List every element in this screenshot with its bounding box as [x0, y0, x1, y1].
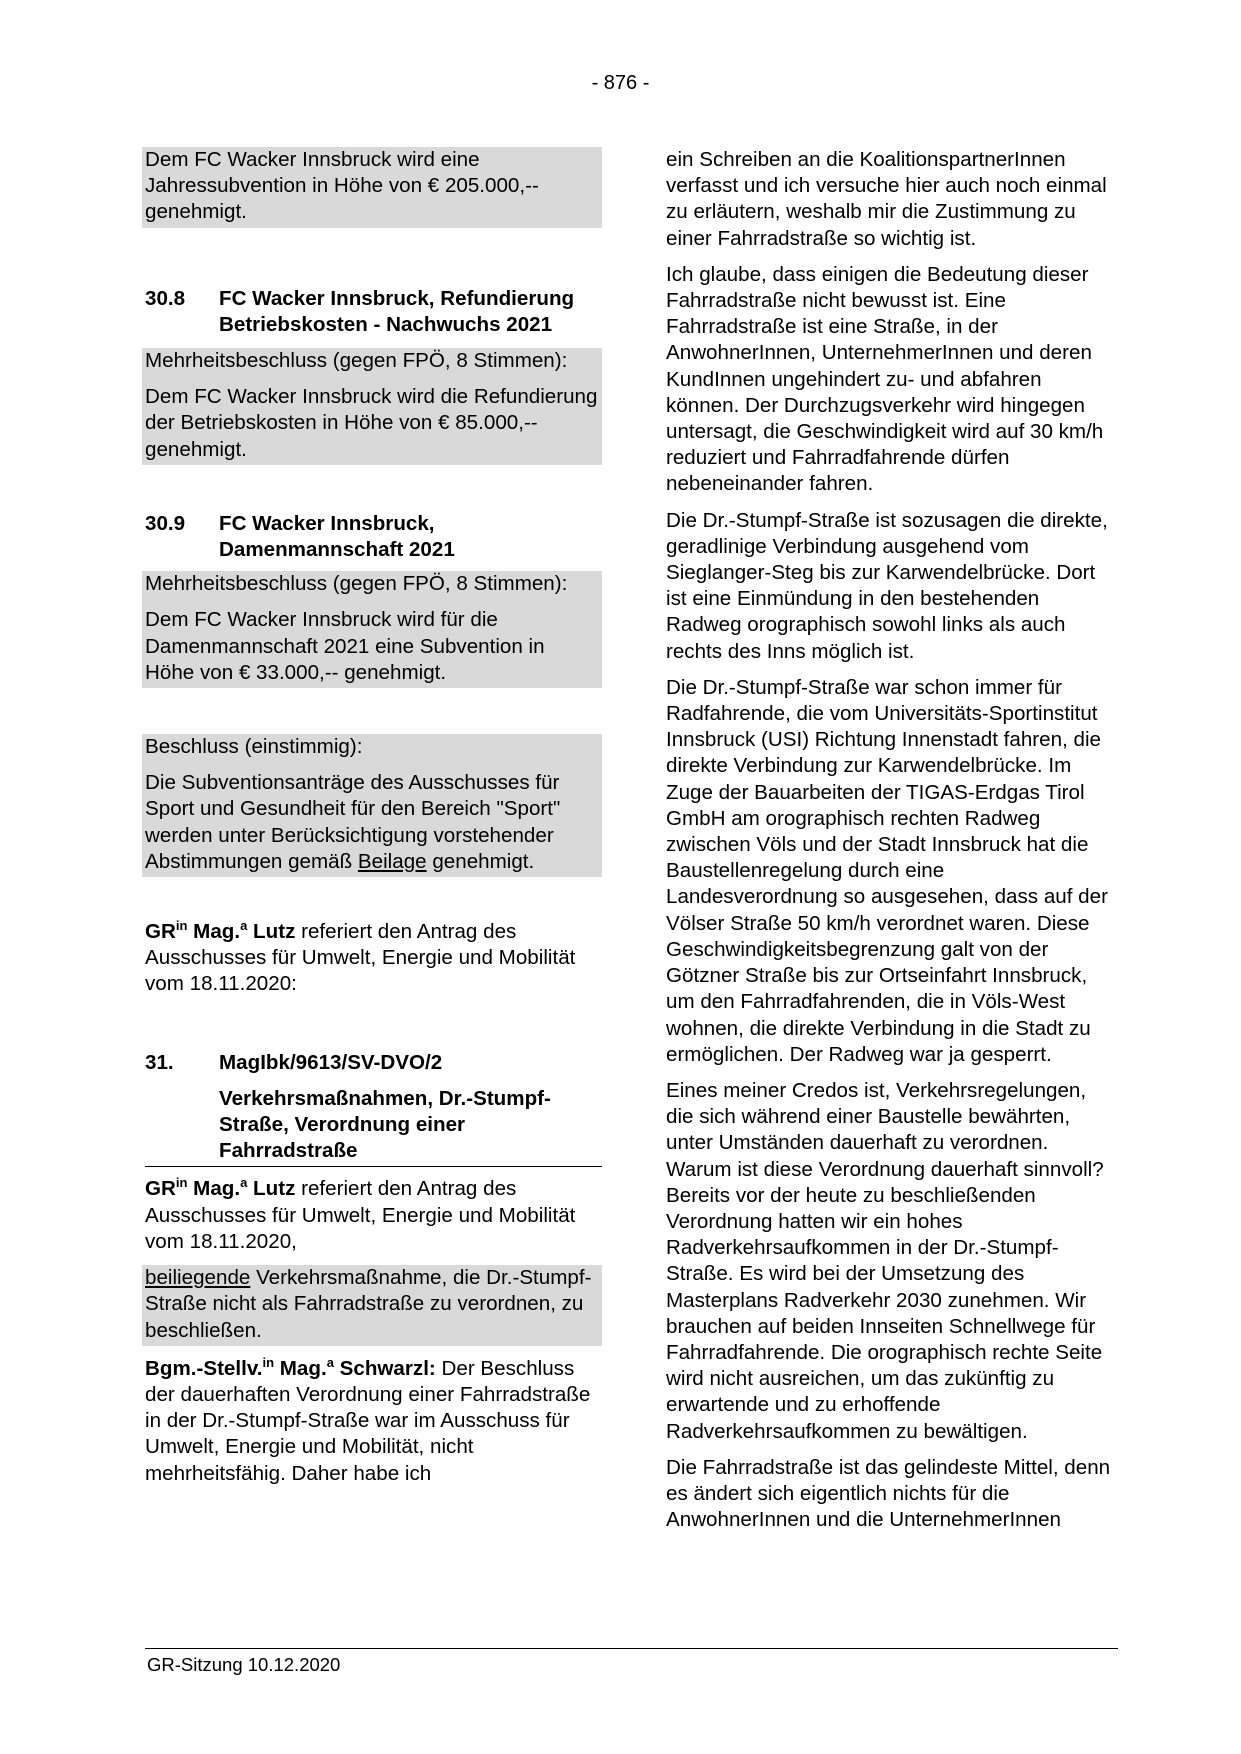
text-run: Verkehrsmaßnahme, die Dr.-Stumpf-Straße nicht als Fahrradstraße zu verordnen, zu beschließen.: [145, 1266, 592, 1342]
agenda-item-number: 31.: [145, 1050, 174, 1074]
speech-paragraph: [145, 1356, 602, 1487]
vote-text: Mehrheitsbeschluss (gegen FPÖ, 8 Stimmen):: [145, 349, 568, 373]
vote-text: Mehrheitsbeschluss (gegen FPÖ, 8 Stimmen):: [145, 572, 568, 596]
speech-paragraph: ein Schreiben an die KoalitionspartnerInnen verfasst und ich versuche hier auch noch einmal zu erläutern, weshalb mir die Zustimmung zu einer Fahrradstraße so wichtig ist.: [666, 148, 1107, 250]
resolution-text: [145, 770, 598, 875]
agenda-item-number: 30.9: [145, 511, 186, 535]
agenda-item-title: Verkehrsmaßnahmen, Dr.-Stumpf-Straße, Verordnung einer Fahrradstraße: [219, 1086, 551, 1163]
text-run: beiliegende: [145, 1266, 251, 1290]
superscript-text: in: [175, 1175, 188, 1191]
text-run: referiert den Antrag des Ausschusses für Umwelt, Energie und Mobilität vom 18.11.2020,: [145, 1177, 576, 1253]
speaker-name-text: GR: [145, 920, 176, 944]
footer-rule: [145, 1648, 1118, 1649]
motion-text: [145, 1265, 598, 1344]
page-number: - 876 -: [591, 72, 650, 94]
agenda-item-31-heading: [145, 1050, 602, 1076]
speech-paragraph: Die Dr.-Stumpf-Straße war schon immer für Radfahrende, die vom Universitäts-Sportinstitut Innsbruck (USI) Richtung Innenstadt fahren, die direkte Verbindung zur Karwendelbrücke. Im Zuge der Bauarbeiten der TIGAS-Erdgas Tirol GmbH am orographisch rechten Radweg zwischen Völs und der Stadt Innsbruck hat die Baustellenregelung durch eine Landesverordnung so ausgesehen, dass auf der Völser Straße 50 km/h verordnet waren. Diese Geschwindigkeitsbegrenzung galt von der Götzner Straße bis zur Ortseinfahrt Innsbruck, um den Fahrradfahrenden, die in Völs-West wohnen, die direkte Verbindung in die Stadt zu ermöglichen. Der Radweg war ja gesperrt.: [666, 675, 1108, 1066]
text-run: genehmigt.: [426, 849, 535, 873]
footer-session-date: GR-Sitzung 10.12.2020: [147, 1654, 341, 1675]
agenda-item-ref: MagIbk/9613/SV-DVO/2: [219, 1050, 443, 1074]
agenda-item-31-title-row: [145, 1086, 602, 1168]
text-run: Die Subventionsanträge des Ausschusses für Sport und Gesundheit für den Bereich "Sport" werden unter Berücksichtigung vorstehender Abstimmungen gemäß: [145, 771, 561, 873]
speech-paragraph: Eines meiner Credos ist, Verkehrsregelungen, die sich während einer Baustelle bewährten, unter Umständen dauerhaft zu verordnen. Warum ist diese Verordnung dauerhaft sinnvoll? Bereits vor der heute zu beschließenden Verordnung hatten wir ein hohes Radverkehrsaufkommen in der Dr.-Stumpf-Straße. Es wird bei der Umsetzung des Masterplans Radverkehr 2030 zunehmen. Wir brauchen auf beiden Innseiten Schnellwege für Fahrradfahrende. Die orographisch rechte Seite wird nicht ausreichen, um das zukünftig zu erwartende und zu erhoffende Radverkehrsaufkommen zu bewältigen.: [666, 1078, 1104, 1443]
text-run: referiert den Antrag des Ausschusses für Umwelt, Energie und Mobilität vom 18.11.2020:: [145, 920, 576, 996]
agenda-item-number: 30.8: [145, 286, 186, 310]
speaker-name-text: Schwarzl:: [333, 1356, 436, 1380]
vote-text: Beschluss (einstimmig):: [145, 735, 363, 759]
agenda-item-title: FC Wacker Innsbruck, Refundierung Betriebskosten - Nachwuchs 2021: [219, 286, 575, 336]
speaker-name-text: Mag.: [187, 920, 241, 944]
speech-paragraph: Die Dr.-Stumpf-Straße ist sozusagen die direkte, geradlinige Verbindung ausgehend vom Sieglanger-Steg bis zur Karwendelbrücke. Dort ist eine Einmündung in den bestehenden Radweg orographisch sowohl links als auch rechts des Inns möglich ist.: [666, 508, 1108, 663]
agenda-item-indent: [145, 1086, 219, 1165]
speaker-name-text: Mag.: [187, 1177, 241, 1201]
resolution-text: Dem FC Wacker Innsbruck wird eine Jahressubvention in Höhe von € 205.000,-- genehmigt.: [145, 148, 539, 224]
resolution-box-30-8: [142, 348, 602, 465]
agenda-item-30-9-heading: [145, 511, 602, 563]
text-run: Der Beschluss der dauerhaften Verordnung einer Fahrradstraße in der Dr.-Stumpf-Straße war im Ausschuss für Umwelt, Energie und Mobilität, nicht mehrheitsfähig. Daher habe ich: [145, 1356, 591, 1485]
superscript-text: a: [326, 1354, 334, 1370]
speaker-name-text: Lutz: [247, 920, 296, 944]
speaker-name-text: Bgm.-Stellv.: [145, 1356, 263, 1380]
motion-box: [142, 1265, 602, 1346]
rapporteur-paragraph: [145, 919, 602, 998]
superscript-text: in: [175, 918, 188, 934]
resolution-box-30-9: [142, 571, 602, 688]
speaker-name-text: Mag.: [274, 1356, 327, 1380]
left-column: [145, 147, 602, 1497]
rapporteur-paragraph: [145, 1176, 602, 1255]
speech-paragraph: Ich glaube, dass einigen die Bedeutung dieser Fahrradstraße nicht bewusst ist. Eine Fahrradstraße ist eine Straße, in der AnwohnerInnen, UnternehmerInnen und deren KundInnen ungehindert zu- und abfahren können. Der Durchzugsverkehr wird hingegen untersagt, die Geschwindigkeit wird auf 30 km/h reduziert und Fahrradfahrende dürfen nebeneinander fahren.: [666, 262, 1104, 496]
resolution-text: Dem FC Wacker Innsbruck wird für die Damenmannschaft 2021 eine Subvention in Höhe von € 33.000,-- genehmigt.: [145, 608, 545, 684]
speaker-name-text: GR: [145, 1177, 176, 1201]
resolution-box-overall: [142, 734, 602, 877]
agenda-item-title: FC Wacker Innsbruck, Damenmannschaft 2021: [219, 511, 455, 562]
right-column: [666, 147, 1118, 1543]
superscript-text: in: [262, 1354, 275, 1370]
superscript-text: a: [240, 918, 248, 934]
superscript-text: a: [240, 1175, 248, 1191]
resolution-text: Dem FC Wacker Innsbruck wird die Refundierung der Betriebskosten in Höhe von € 85.000,-- genehmigt.: [145, 385, 598, 461]
text-run: Beilage: [357, 849, 427, 873]
speaker-name-text: Lutz: [247, 1177, 296, 1201]
resolution-box-intro: [142, 147, 602, 228]
speech-paragraph: Die Fahrradstraße ist das gelindeste Mittel, denn es ändert sich eigentlich nichts für die AnwohnerInnen und die UnternehmerInnen: [666, 1455, 1111, 1532]
agenda-item-30-8-heading: [145, 286, 602, 338]
